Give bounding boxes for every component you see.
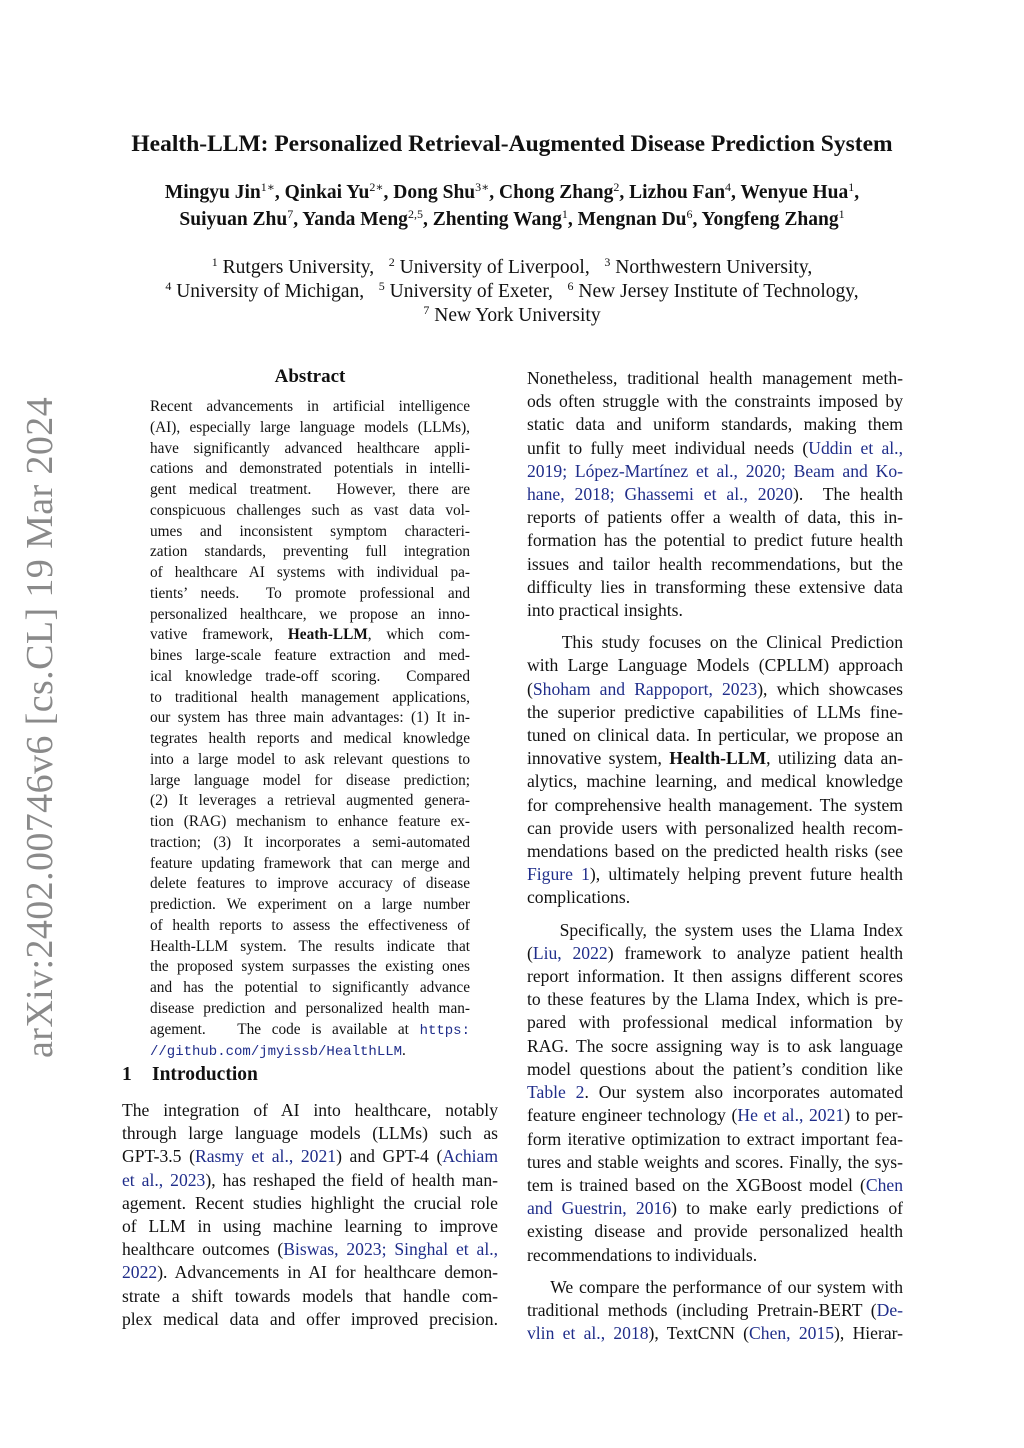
author-list-line-2: Suiyuan Zhu$^7$, Yanda Meng$^{2,5}$, Zhenting Wang$^1$, Mengnan Du$^6$, Yongfeng Zhang$^1$	[179, 207, 845, 230]
code-link[interactable]: https:	[419, 1022, 470, 1039]
citation-link[interactable]: Rasmy et al., 2021	[194, 1146, 337, 1167]
table-reference-link[interactable]: Table 2	[527, 1082, 585, 1103]
author: Yongfeng Zhang$^1$	[701, 207, 845, 230]
abstract-body: Recent advancements in artificial intelligence (AI), especially large language models (LLMs), have significantly advanced healthcare appli- cations and demonstrated potentials in intelli- gent medical treatment. However, there are conspicuous challenges such as vast data vol- umes and inconsistent symptom characteri- zation standards, preventing full integration of healthcare AI systems with individual pa- tients’ needs. To promote professional and personalized healthcare, we propose an inno- vative framework, Heath-LLM, which com- bines large-scale feature extraction and med- ical knowledge trade-off scoring. Compared to traditional health management applications, our system has three main advantages: (1) It in- tegrates health reports and medical knowledge into a large model to ask relevant questions to large language model for disease prediction; (2) It leverages a retrieval augmented genera- tion (RAG) mechanism to enhance feature ex- traction; (3) It incorporates a semi-automated feature updating framework that can merge and delete features to improve accuracy of disease prediction. We experiment on a large number of health reports to assess the effectiveness of Health-LLM system. The results indicate that the proposed system surpasses the existing ones and has the potential to significantly advance disease prediction and personalized health man- agement. The code is available at https: //github.com/jmyissb/HealthLLM.	[150, 398, 470, 1061]
citation-link[interactable]: Chen, 2015	[749, 1323, 835, 1344]
code-link[interactable]: //github.com/jmyissb/HealthLLM	[150, 1044, 403, 1061]
affiliations-line-3: $^7$ New York University	[423, 303, 601, 326]
introduction-right-column	[527, 367, 903, 1345]
author: Zhenting Wang$^1$	[432, 207, 568, 230]
introduction-paragraph-1: The integration of AI into healthcare, notably through large language models (LLMs) such as GPT-3.5 (Rasmy et al., 2021) and GPT-4 (Achiam et al., 2023), has reshaped the field of health man- agement. Recent studies highlight the crucial role of LLM in using machine learning to improve healthcare outcomes (Biswas, 2023; Singhal et al., 2022). Advancements in AI for healthcare demon- strate a shift towards models that handle com- plex medical data and offer improved precision.	[122, 1100, 499, 1329]
affiliations-line-2: $^4$ University of Michigan, $^5$ University of Exeter, $^6$ New Jersey Institute of Technology,	[165, 279, 859, 302]
citation-link[interactable]: and Guestrin, 2016	[527, 1198, 672, 1219]
citation-link[interactable]: 2022	[122, 1262, 158, 1283]
author: Chong Zhang$^2$	[499, 180, 620, 203]
arxiv-identifier: arXiv:2402.00746v6 [cs.CL] 19 Mar 2024	[19, 396, 61, 1058]
affiliations-line-1: $^1$ Rutgers University, $^2$ University of Liverpool, $^3$ Northwestern University,	[211, 255, 813, 278]
introduction-paragraph-2: Nonetheless, traditional health management meth- ods often struggle with the constraints imposed by static data and uniform standards, making them unfit to fully meet individual needs (Uddin et al., 2019; López-Martínez et al., 2020; Beam and Ko- hane, 2018; Ghassemi et al., 2020). The health reports of patients offer a wealth of data, this in- formation has the potential to predict future health issues and tailor health recommendations, but the difficulty lies in transforming these extensive data into practical insights.	[527, 368, 903, 621]
author: Mingyu Jin$^{1∗}$	[164, 180, 275, 203]
citation-link[interactable]: 2019; López-Martínez et al., 2020; Beam and Ko-	[527, 460, 903, 481]
author: Mengnan Du$^6$	[577, 207, 693, 230]
author: Wenyue Hua$^1$	[740, 180, 855, 203]
author-list-line-1: Mingyu Jin$^{1∗}$, Qinkai $Yu^{2∗}$, Dong Shu$^{3∗}$, Chong Zhang$^2$, Lizhou Fan$^4$, Wenyue Hua$^1$,	[164, 180, 860, 203]
figure-reference-link[interactable]: Figure 1	[527, 864, 590, 885]
author: Yanda Meng$^{2,5}$	[302, 207, 423, 230]
citation-link[interactable]: vlin et al., 2018	[527, 1323, 649, 1344]
introduction-paragraph-4: Specifically, the system uses the Llama Index (Liu, 2022) framework to analyze patient health report information. It then assigns different scores to these features by the Llama Index, which is pre- pared with professional medical information by RAG. The socre assigning way is to ask language model questions about the patient’s condition like Table 2. Our system also incorporates automated feature engineer technology (He et al., 2021) to per- form iterative optimization to extract important fea- tures and stable weights and scores. Finally, the sys- tem is trained based on the XGBoost model (Chen and Guestrin, 2016) to make early predictions of existing disease and provide personalized health recommendations to individuals.	[527, 919, 904, 1265]
author: Dong Shu$^{3∗}$	[393, 180, 490, 203]
citation-link[interactable]: Shoham and Rappoport, 2023	[532, 678, 758, 699]
citation-link[interactable]: Biswas, 2023; Singhal et al.,	[283, 1239, 499, 1260]
citation-link[interactable]: De-	[876, 1299, 903, 1320]
citation-link[interactable]: et al., 2023	[122, 1169, 206, 1190]
citation-link[interactable]: Achiam	[442, 1146, 499, 1167]
author: Suiyuan Zhu$^7$	[179, 207, 294, 230]
author: Qinkai $Yu^{2∗}$	[284, 180, 384, 203]
citation-link[interactable]: hane, 2018; Ghassemi et al., 2020	[527, 484, 793, 505]
introduction-paragraph-5: We compare the performance of our system with traditional methods (including Pretrain-BERT (De- vlin et al., 2018), TextCNN (Chen, 2015), Hierar-	[527, 1276, 904, 1344]
citation-link[interactable]: Liu, 2022	[532, 942, 608, 963]
abstract-heading: Abstract	[274, 366, 346, 387]
author: Lizhou Fan$^4$	[629, 180, 732, 203]
paper-title: Health-LLM: Personalized Retrieval-Augmented Disease Prediction System	[131, 131, 893, 157]
introduction-paragraph-3: This study focuses on the Clinical Prediction with Large Language Models (CPLLM) approach (Shoham and Rappoport, 2023), which showcases the superior predictive capabilities of LLMs fine- tuned on clinical data. In perticular, we propose an innovative system, Health-LLM, utilizing data an- alytics, machine learning, and medical knowledge for comprehensive health management. The system can provide users with personalized health recom- mendations based on the predicted health risks (see Figure 1), ultimately helping prevent future health complications.	[527, 632, 903, 908]
citation-link[interactable]: Chen	[865, 1174, 903, 1195]
citation-link[interactable]: Uddin et al.,	[808, 437, 903, 458]
section-heading-introduction: 1 Introduction	[122, 1064, 258, 1085]
citation-link[interactable]: He et al., 2021	[737, 1105, 845, 1126]
